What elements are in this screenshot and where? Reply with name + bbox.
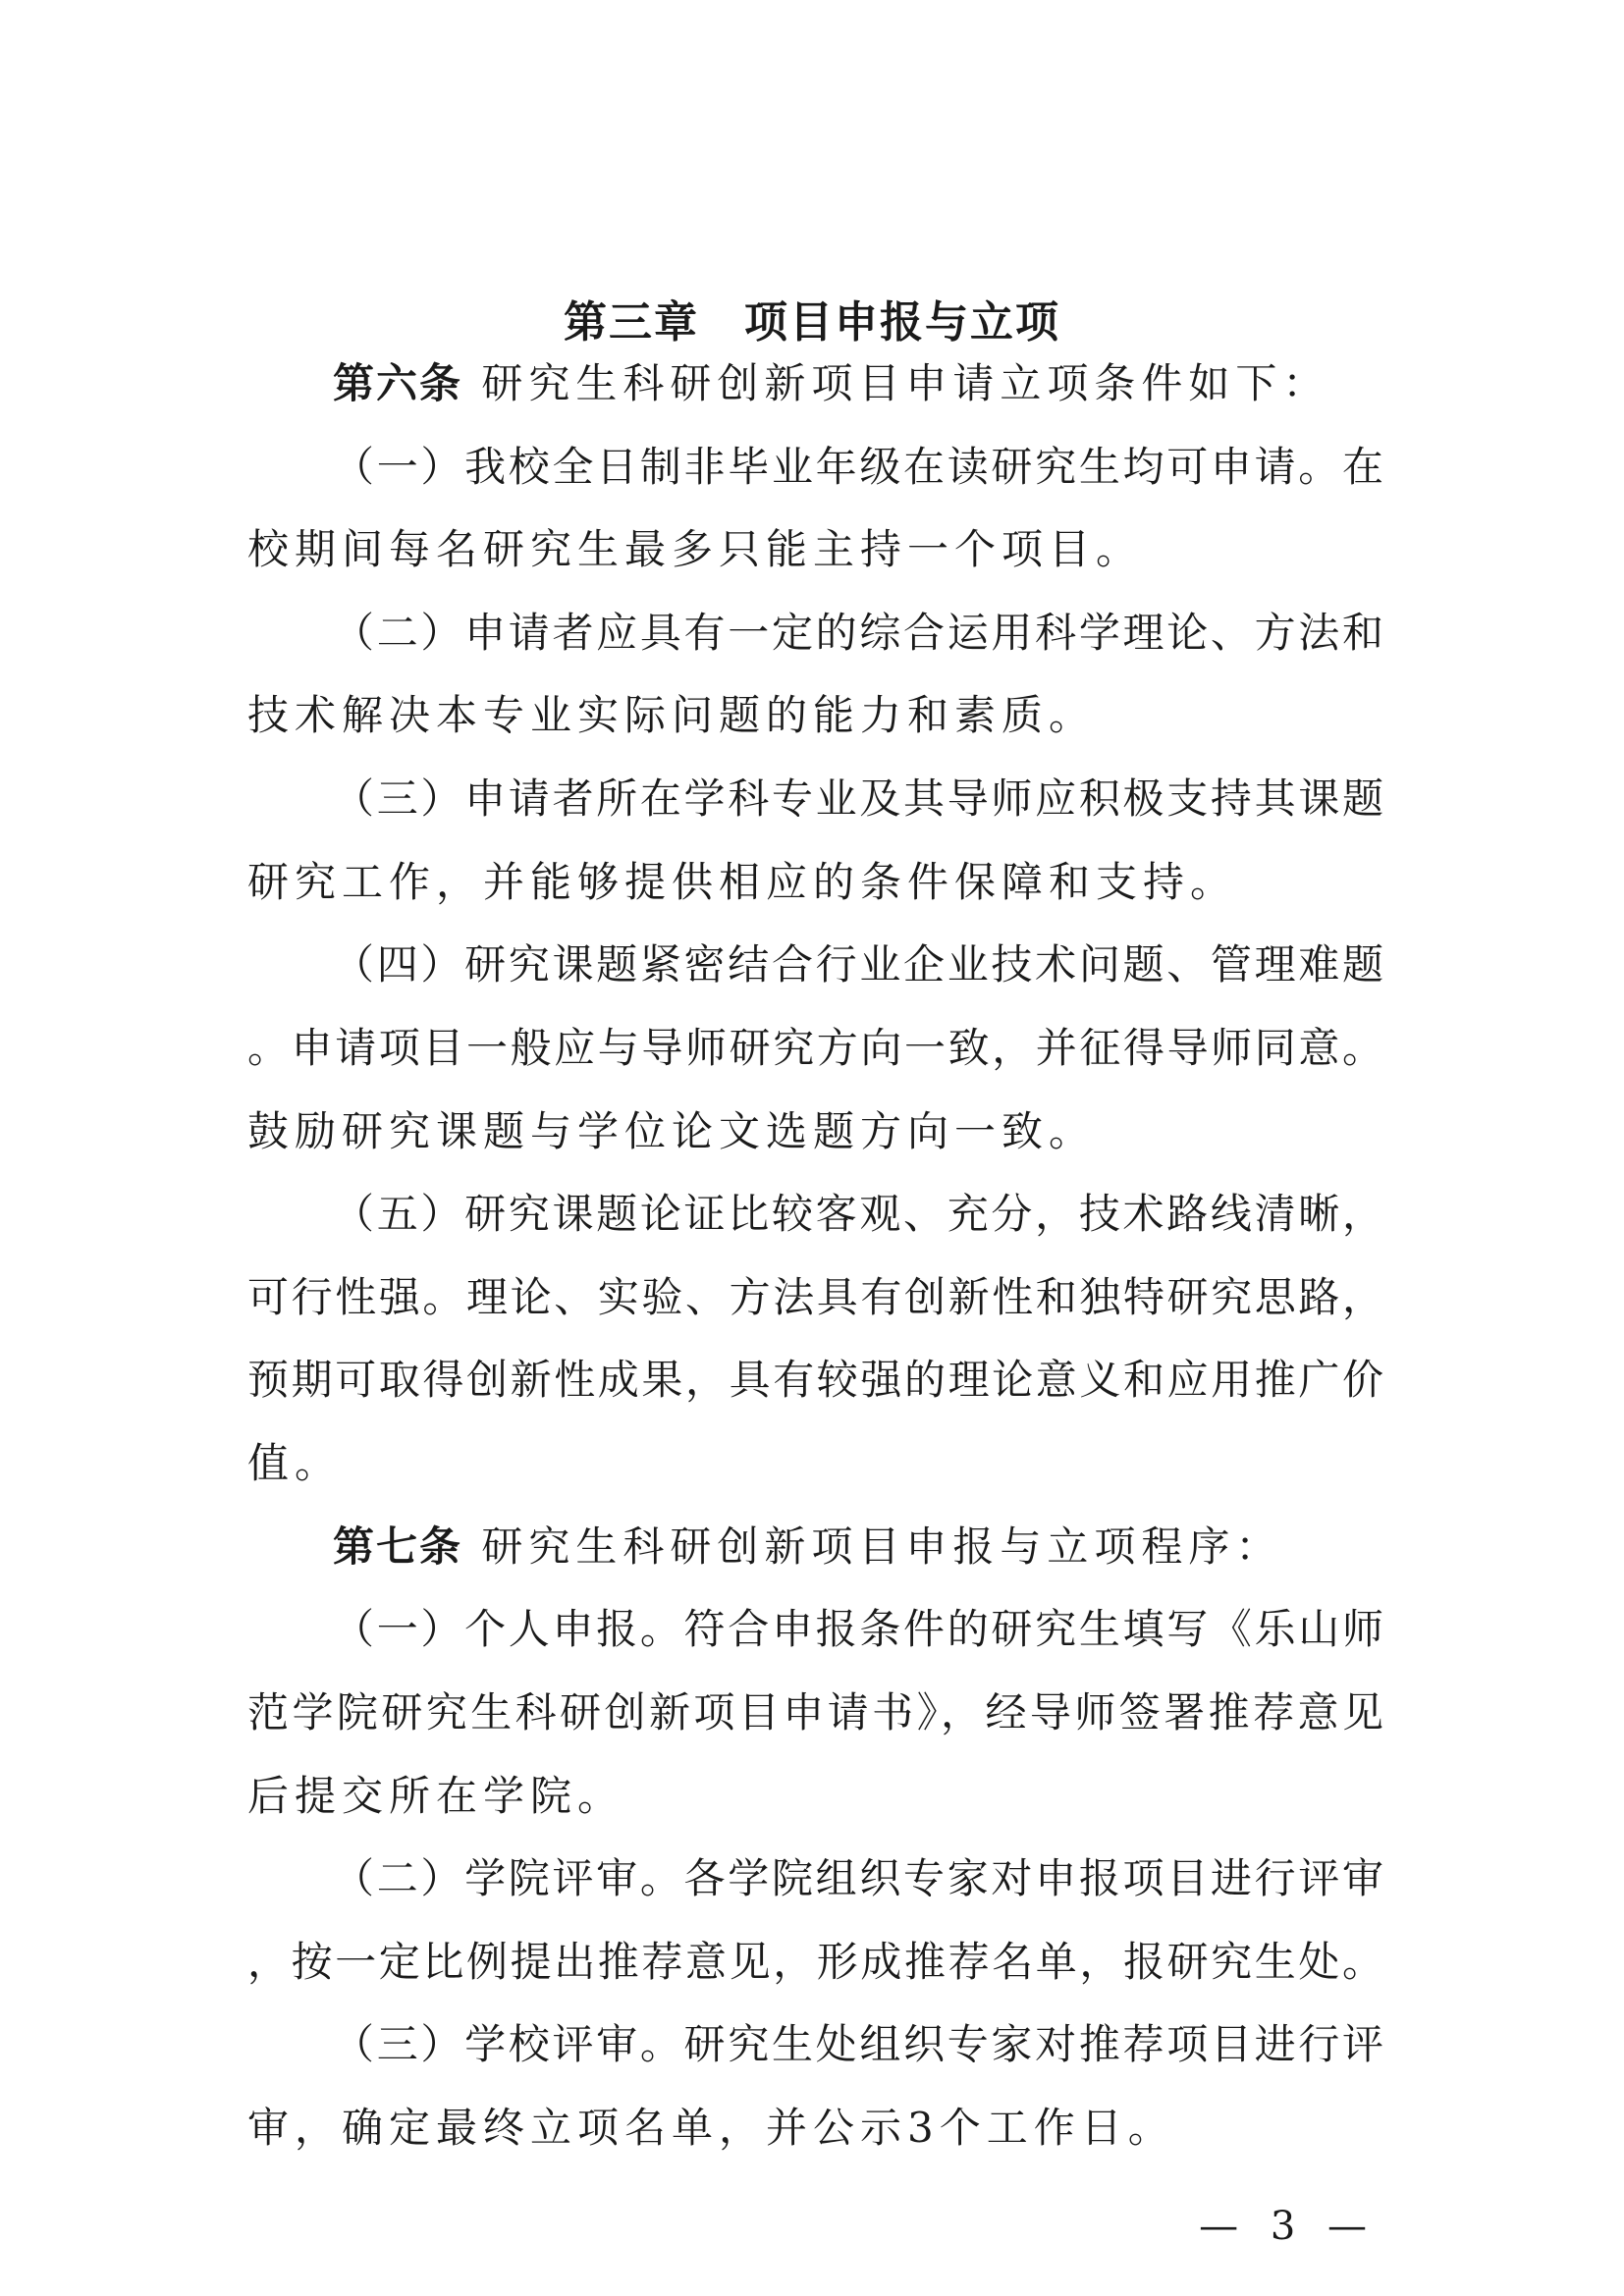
article-6-item-1-line-2: 校期间每名研究生最多只能主持一个项目。 bbox=[247, 525, 1144, 573]
article-6-heading: 研究生科研创新项目申请立项条件如下： bbox=[481, 359, 1330, 407]
article-6-item-5-line-1: （五）研究课题论证比较客观、充分，技术路线清晰， bbox=[333, 1190, 1383, 1238]
article-6-item-4-line-1: （四）研究课题紧密结合行业企业技术问题、管理难题 bbox=[333, 940, 1383, 988]
article-7-heading: 研究生科研创新项目申报与立项程序： bbox=[481, 1522, 1283, 1571]
article-6-item-5-line-4: 值。 bbox=[247, 1439, 343, 1487]
article-7-item-3-line-1: （三）学校评审。研究生处组织专家对推荐项目进行评 bbox=[333, 2020, 1383, 2068]
article-7-item-3-line-2: 审，确定最终立项名单，并公示3个工作日。 bbox=[247, 2104, 1175, 2152]
chapter-title: 第三章 项目申报与立项 bbox=[564, 297, 1060, 347]
article-6-item-3-line-2: 研究工作，并能够提供相应的条件保障和支持。 bbox=[247, 858, 1238, 906]
article-6-item-2-line-2: 技术解决本专业实际问题的能力和素质。 bbox=[247, 691, 1097, 739]
page-number: — 3 — bbox=[1199, 2204, 1377, 2249]
article-6-item-4-line-2: 。申请项目一般应与导师研究方向一致，并征得导师同意。 bbox=[247, 1024, 1383, 1072]
article-6-item-2-line-1: （二）申请者应具有一定的综合运用科学理论、方法和 bbox=[333, 609, 1383, 657]
article-7-label: 第七条 bbox=[333, 1522, 463, 1571]
article-7-item-1-line-2: 范学院研究生科研创新项目申请书》，经导师签署推荐意见 bbox=[247, 1688, 1383, 1736]
article-7-heading-line bbox=[333, 1520, 1282, 1575]
article-6-item-4-line-3: 鼓励研究课题与学位论文选题方向一致。 bbox=[247, 1107, 1097, 1155]
article-7-item-2-line-2: ，按一定比例提出推荐意见，形成推荐名单，报研究生处。 bbox=[247, 1938, 1383, 1986]
article-7-item-1-line-3: 后提交所在学院。 bbox=[247, 1772, 625, 1820]
article-6-item-1-line-1: （一）我校全日制非毕业年级在读研究生均可申请。在 bbox=[333, 443, 1383, 491]
article-7-item-2-line-1: （二）学院评审。各学院组织专家对申报项目进行评审 bbox=[333, 1854, 1383, 1902]
article-6-item-3-line-1: （三）申请者所在学科专业及其导师应积极支持其课题 bbox=[333, 774, 1383, 823]
article-6-heading-line bbox=[333, 356, 1329, 411]
article-6-label: 第六条 bbox=[333, 359, 463, 407]
article-6-item-5-line-2: 可行性强。理论、实验、方法具有创新性和独特研究思路， bbox=[247, 1273, 1383, 1321]
article-6-item-5-line-3: 预期可取得创新性成果，具有较强的理论意义和应用推广价 bbox=[247, 1356, 1383, 1404]
article-7-item-1-line-1: （一）个人申报。符合申报条件的研究生填写《乐山师 bbox=[333, 1605, 1383, 1653]
